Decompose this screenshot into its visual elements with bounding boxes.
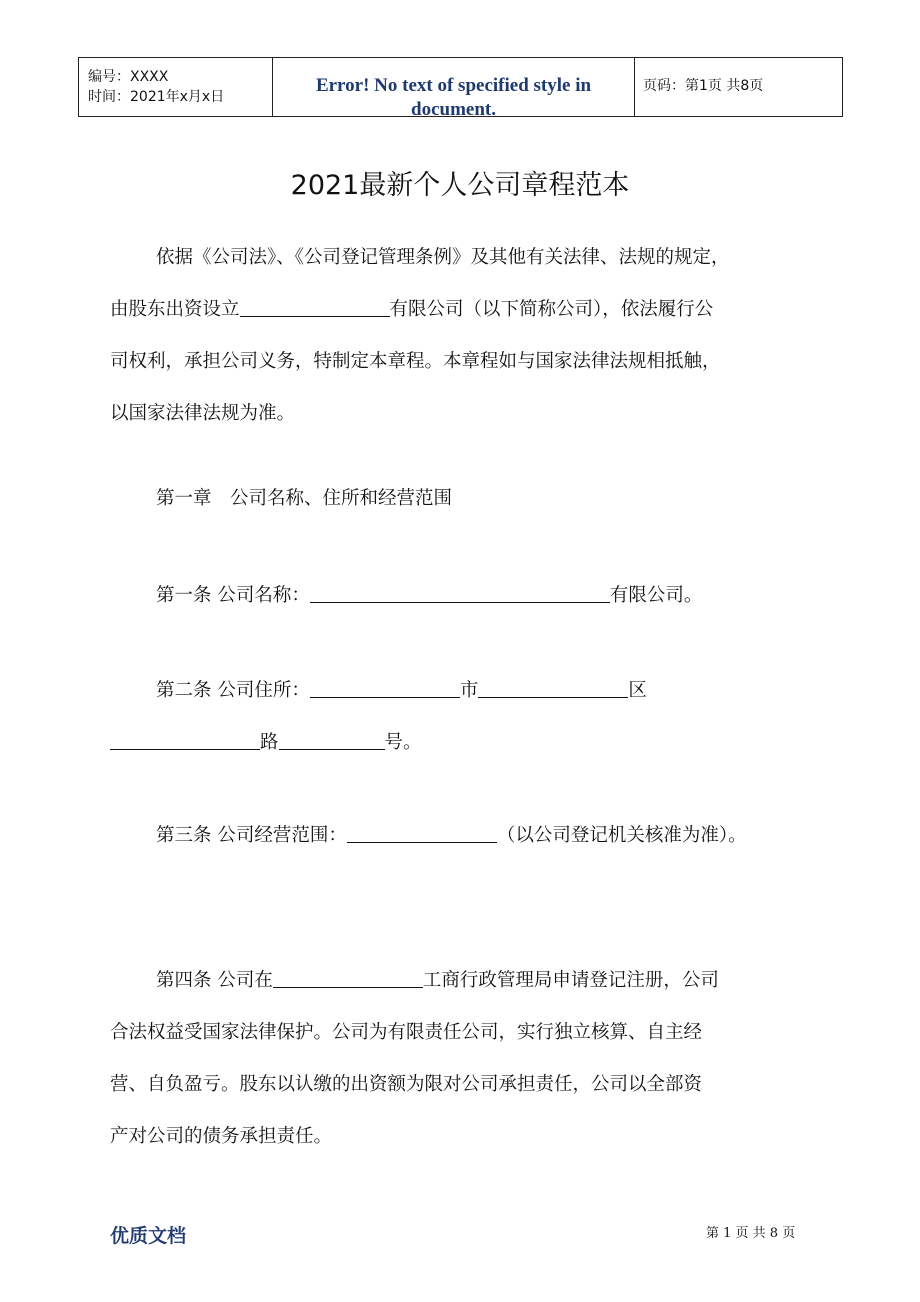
article-2 — [110, 665, 810, 769]
article-2-city: 市 — [459, 680, 479, 701]
document-time: 时间：2021年x月x日 — [88, 89, 225, 105]
page-title: 2021最新个人公司章程范本 — [290, 170, 630, 201]
city-blank — [310, 677, 460, 698]
intro-line-2-text-b: 有限公司（以下简称公司），依法履行公 — [389, 299, 714, 320]
article-2-district: 区 — [628, 680, 647, 701]
district-blank — [478, 677, 628, 698]
article-3-label: 第三条 公司经营范围： — [156, 825, 347, 846]
intro-paragraph — [110, 232, 810, 440]
article-1-suffix: 有限公司。 — [609, 585, 703, 606]
intro-line-3: 司权利，承担公司义务，特制定本章程。本章程如与国家法律法规相抵触， — [110, 351, 721, 372]
article-2-number: 号。 — [384, 732, 422, 753]
article-1 — [110, 570, 810, 622]
article-4-label: 第四条 公司在 — [156, 970, 273, 991]
footer-page-number: 第 1 页 共 8 页 — [706, 1226, 796, 1241]
article-4-line-4: 产对公司的债务承担责任。 — [110, 1126, 333, 1147]
intro-line-1: 依据《公司法》、《公司登记管理条例》及其他有关法律、法规的规定， — [156, 247, 730, 268]
article-2-road: 路 — [260, 732, 279, 753]
article-3-suffix: （以公司登记机关核准为准）。 — [496, 825, 747, 846]
article-4 — [110, 955, 810, 1163]
article-4-line-1 — [110, 955, 810, 1007]
chapter-heading — [110, 473, 810, 525]
article-4-line-3: 营、自负盈亏。股东以认缴的出资额为限对公司承担责任，公司以全部资 — [110, 1074, 703, 1095]
company-name-blank — [240, 296, 390, 317]
header-center-cell — [273, 58, 635, 120]
article-1-label: 第一条 公司名称： — [156, 585, 310, 606]
header-error-text: Error! No text of specified style in document. — [315, 75, 592, 120]
intro-line-2 — [110, 284, 810, 336]
chapter-1-title: 第一章 公司名称、住所和经营范围 — [156, 488, 453, 509]
footer-brand: 优质文档 — [110, 1225, 187, 1247]
article-2-label: 第二条 公司住所： — [156, 680, 310, 701]
bureau-blank — [273, 967, 423, 988]
business-scope-blank — [347, 822, 497, 843]
road-blank — [110, 729, 260, 750]
intro-line-4: 以国家法律法规为准。 — [110, 403, 296, 424]
header-meta-cell — [79, 58, 273, 116]
number-blank — [279, 729, 385, 750]
article-2-line-1 — [110, 665, 810, 717]
header-page-info: 页码：第1页 共8页 — [643, 78, 764, 94]
intro-line-2-text-a: 由股东出资设立 — [110, 299, 240, 320]
article-1-line — [110, 570, 810, 622]
header-page-cell — [635, 58, 842, 116]
article-4-line-2: 合法权益受国家法律保护。公司为有限责任公司，实行独立核算、自主经 — [110, 1022, 703, 1043]
article-4-line-1-text: 工商行政管理局申请登记注册，公司 — [422, 970, 719, 991]
article-3-line — [110, 810, 810, 862]
document-header-table — [78, 57, 843, 120]
article-2-line-2 — [110, 717, 810, 769]
article-3 — [110, 810, 810, 862]
document-number: 编号：XXXX — [88, 69, 169, 85]
article-1-name-blank — [310, 582, 610, 603]
